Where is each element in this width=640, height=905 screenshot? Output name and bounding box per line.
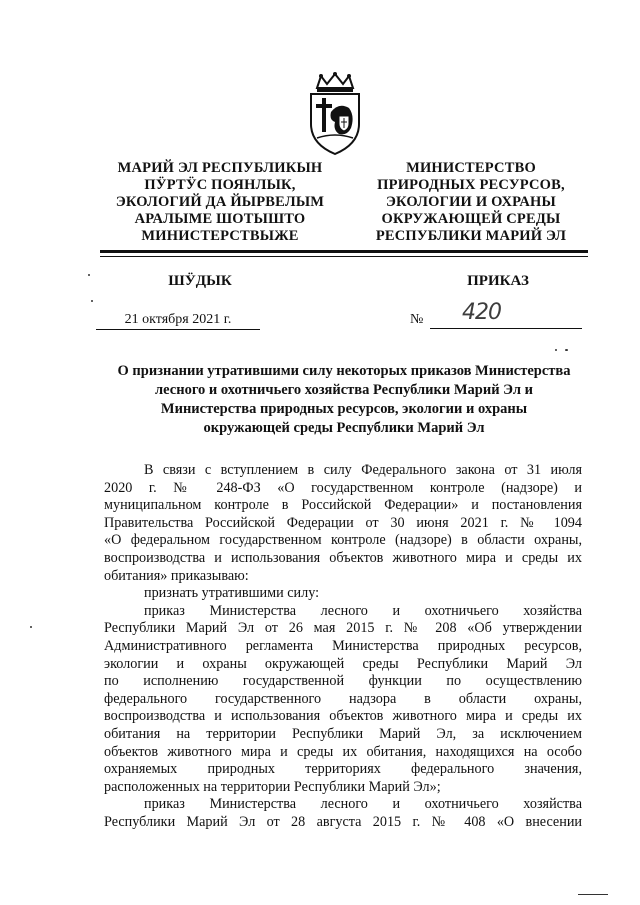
body-line: «О федеральном государственном контроле (надзоре) в области охраны, — [104, 532, 582, 549]
body-line: воспроизводства и использования объектов животного мира и среды их — [104, 708, 582, 725]
body-line: федерального государственного надзора в области охраны, — [104, 690, 582, 707]
body-line: В связи с вступлением в силу Федерального закона от 31 июля — [144, 462, 582, 478]
doc-type-mari: ШӰДЫК — [168, 273, 232, 289]
order-title — [100, 362, 588, 438]
order-body — [104, 462, 582, 831]
order-number-handwritten: 420 — [462, 300, 501, 325]
body-line: объектов животного мира и среды их обитания, находящихся на особо — [104, 743, 582, 760]
header-left-line: АРАЛЫМЕ ШОТЫШТО — [134, 211, 306, 227]
scan-speck — [88, 274, 90, 276]
header-right-line: МИНИСТЕРСТВО — [406, 160, 536, 176]
body-line: охраняемых природных территориях федерального значения, — [104, 761, 582, 778]
order-number-underline — [430, 328, 582, 329]
title-line: окружающей среды Республики Марий Эл — [203, 420, 485, 436]
title-line: Министерства природных ресурсов, экологии и охраны — [160, 401, 528, 417]
header-right-line: РЕСПУБЛИКИ МАРИЙ ЭЛ — [375, 228, 567, 244]
body-line: расположенных на территории Республики Марий Эл»; — [104, 778, 441, 795]
header-left-line: МИНИСТЕРСТВЫЖЕ — [141, 228, 299, 244]
order-date: 21 октября 2021 г. — [96, 312, 260, 330]
header-divider-thick — [100, 250, 588, 253]
header-right-line: ПРИРОДНЫХ РЕСУРСОВ, — [377, 177, 565, 193]
body-line: приказ Министерства лесного и охотничьего хозяйства — [144, 796, 582, 813]
scan-speck — [91, 300, 93, 302]
doc-type-russian: ПРИКАЗ — [467, 273, 529, 289]
body-line: Республики Марий Эл от 28 августа 2015 г. № 408 «О внесении — [104, 813, 582, 830]
header-right-line: ЭКОЛОГИИ И ОХРАНЫ — [386, 194, 556, 210]
order-number-label: № — [410, 312, 424, 327]
title-line: лесного и охотничьего хозяйства Республики Марий Эл и — [155, 382, 533, 398]
header-left-line: ПӰРТӰС ПОЯНЛЫК, — [144, 177, 296, 193]
body-line: муниципальном контроле в Российской Федерации» и постановления — [104, 497, 582, 514]
body-line: Республики Марий Эл от 26 мая 2015 г. № 208 «Об утверждении — [104, 620, 582, 637]
body-line: воспроизводства и использования объектов животного мира и среды их — [104, 549, 582, 566]
header-left-line: МАРИЙ ЭЛ РЕСПУБЛИКЫН — [117, 160, 323, 176]
body-line: Административного регламента Министерства природных ресурсов, — [104, 637, 582, 654]
header-left-line: ЭКОЛОГИЙ ДА ЙЫРВЕЛЫМ — [115, 194, 325, 210]
header-russian-ministry-name — [366, 160, 576, 245]
scan-speck — [555, 349, 557, 351]
scan-speck — [30, 626, 32, 628]
scan-speck — [578, 894, 608, 895]
body-line: признать утратившими силу: — [144, 585, 320, 602]
header-divider-thin — [100, 256, 588, 257]
body-line: экологии и охраны окружающей среды Республики Марий Эл — [104, 655, 582, 672]
scan-speck — [565, 349, 568, 351]
body-line: Правительства Российской Федерации от 30 июня 2021 г. № 1094 — [104, 514, 582, 531]
body-line: по исполнению государственной функции по осуществлению — [104, 673, 582, 690]
body-line: обитания на территории Республики Марий Эл, за исключением — [104, 725, 582, 742]
body-line: 2020 г. № 248-ФЗ «О государственном контроле (надзоре) и — [104, 479, 582, 496]
header-right-line: ОКРУЖАЮЩЕЙ СРЕДЫ — [381, 211, 561, 227]
header-mari-ministry-name — [100, 160, 340, 245]
title-line: О признании утратившими силу некоторых приказов Министерства — [117, 363, 571, 379]
coat-of-arms-icon — [305, 72, 365, 156]
body-line: обитания» приказываю: — [104, 567, 249, 584]
body-line: приказ Министерства лесного и охотничьего хозяйства — [144, 602, 582, 619]
